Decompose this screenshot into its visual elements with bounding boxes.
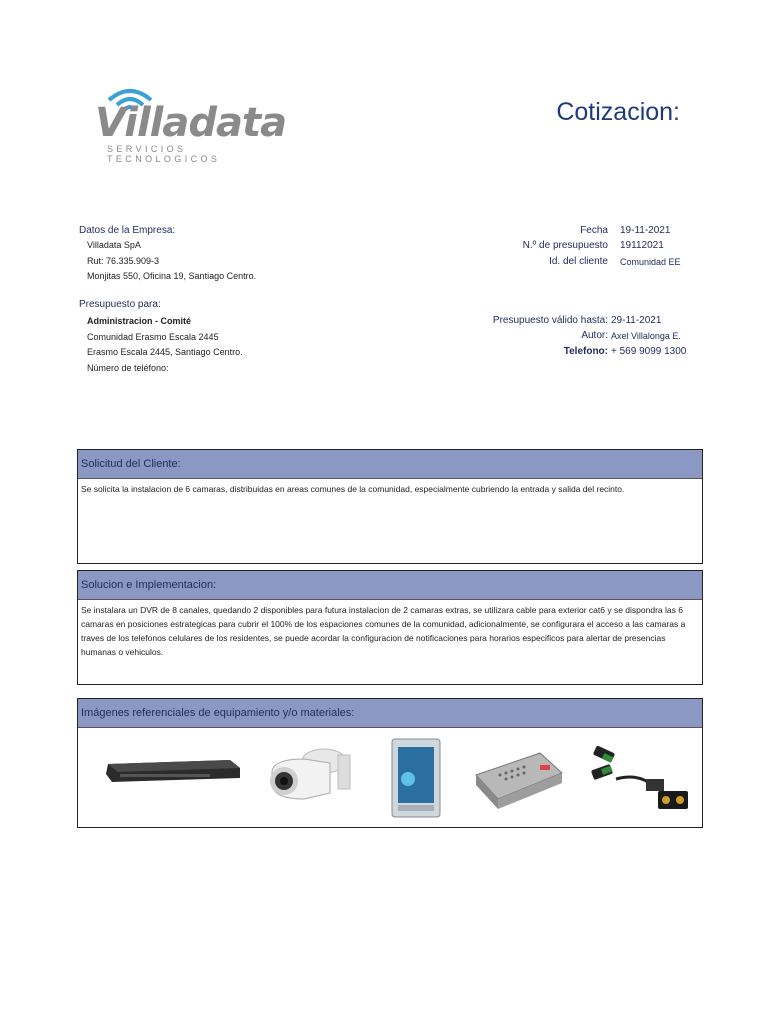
cliente-label: Id. del cliente [549,256,608,267]
logo-tagline: SERVICIOS TECNOLOGICOS [107,144,221,164]
empresa-line: Monjitas 550, Oficina 19, Santiago Centro. [87,271,257,281]
solicitud-box [77,449,703,564]
para-line: Número de teléfono: [87,363,169,373]
hard-drive-icon [388,735,448,821]
bullet-camera-icon [264,741,359,811]
imagenes-heading: Imágenes referenciales de equipamiento y/o materiales: [78,699,702,728]
valido-label: Presupuesto válido hasta: [492,315,608,326]
para-heading: Presupuesto para: [79,299,161,310]
solicitud-heading: Solicitud del Cliente: [78,450,702,479]
autor-value: Axel Villalonga E. [611,331,681,341]
imagenes-box [77,698,703,828]
empresa-line: Rut: 76.335.909-3 [87,256,160,266]
telefono-label: Telefono: [563,346,608,357]
presupuesto-label: N.º de presupuesto [522,240,608,251]
presupuesto-value: 19112021 [620,240,664,251]
fecha-label: Fecha [580,225,608,236]
para-line: Administracion - Comité [87,316,192,326]
solucion-box [77,570,703,685]
page-title: Cotizacion: [556,98,680,126]
para-line: Erasmo Escala 2445, Santiago Centro. [87,347,243,357]
logo-wordmark: Villadata [95,100,287,146]
empresa-line: Villadata SpA [87,240,141,250]
solicitud-body: Se solicita la instalacion de 6 camaras, distribuidas en areas comunes de la comunidad, especialmente cubriendo la entrada y salida del recinto. [81,484,625,494]
power-supply-icon [470,745,566,815]
fecha-value: 19-11-2021 [620,225,671,236]
balun-connector-icon [586,739,696,819]
para-line: Comunidad Erasmo Escala 2445 [87,332,219,342]
cliente-value: Comunidad EE [620,257,681,267]
company-logo [95,88,295,164]
solucion-body: Se instalara un DVR de 8 canales, quedando 2 disponibles para futura instalacion de 2 camaras extras, se utilizara cable para exterior cat6 y se dispondra las 6 camaras en posiciones estrategicas para cubrir el 100% de los espaciones comunes de la comunidad, adicionalmente, se configurara el acceso a las camaras a traves de los telefonos celulares de los residentes, se puede acordar la configuracion de notificaciones para horarios especificos para alertar de presencias humanas o vehiculos. [81,605,686,657]
autor-label: Autor: [581,330,608,341]
empresa-heading: Datos de la Empresa: [79,225,176,236]
dvr-icon [102,754,242,789]
telefono-value: + 569 9099 1300 [611,346,687,357]
solucion-heading: Solucion e Implementacion: [78,571,702,600]
valido-value: 29-11-2021 [611,315,662,326]
